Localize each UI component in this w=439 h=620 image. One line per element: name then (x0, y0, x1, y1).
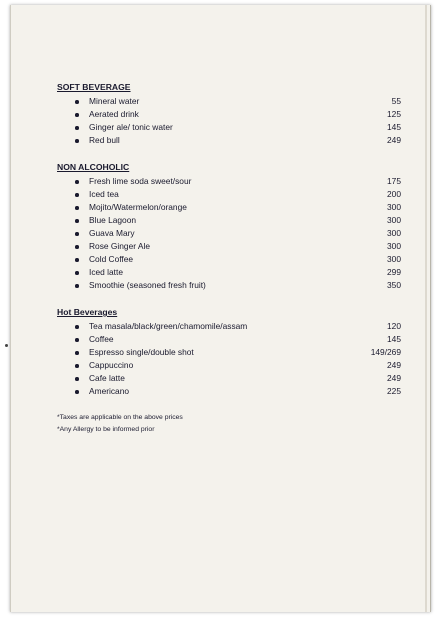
item-price: 175 (387, 176, 401, 186)
bullet-icon (75, 232, 79, 236)
item-price: 300 (387, 228, 401, 238)
bullet-icon (75, 113, 79, 117)
menu-content (57, 81, 401, 435)
item-name: Iced tea (89, 189, 119, 199)
item-name: Red bull (89, 135, 120, 145)
item-price: 249 (387, 373, 401, 383)
menu-item (57, 372, 401, 385)
bullet-icon (75, 219, 79, 223)
item-name: Mojito/Watermelon/orange (89, 202, 187, 212)
menu-item (57, 266, 401, 279)
menu-item (57, 175, 401, 188)
menu-page (10, 5, 431, 612)
item-name: Coffee (89, 334, 114, 344)
bullet-icon (75, 390, 79, 394)
item-price: 225 (387, 386, 401, 396)
item-name: Tea masala/black/green/chamomile/assam (89, 321, 248, 331)
item-name: Rose Ginger Ale (89, 241, 150, 251)
bullet-icon (75, 258, 79, 262)
menu-section-hot-beverages (57, 306, 401, 398)
section-title: Hot Beverages (57, 307, 118, 317)
menu-item (57, 201, 401, 214)
item-name: Americano (89, 386, 130, 396)
item-price: 249 (387, 360, 401, 370)
menu-item (57, 385, 401, 398)
item-price: 300 (387, 215, 401, 225)
item-price: 350 (387, 280, 401, 290)
menu-item (57, 134, 401, 147)
menu-item (57, 320, 401, 333)
item-price: 125 (387, 109, 401, 119)
item-name: Cafe latte (89, 373, 125, 383)
menu-item (57, 359, 401, 372)
item-name: Iced latte (89, 267, 123, 277)
item-name: Blue Lagoon (89, 215, 137, 225)
item-price: 200 (387, 189, 401, 199)
section-title: SOFT BEVERAGE (57, 82, 131, 92)
allergy-note: *Any Allergy to be informed prior (57, 425, 155, 433)
item-name: Aerated drink (89, 109, 139, 119)
bullet-icon (75, 377, 79, 381)
menu-item (57, 108, 401, 121)
bullet-icon (75, 245, 79, 249)
menu-section-non-alcoholic (57, 161, 401, 292)
item-name: Mineral water (89, 96, 140, 106)
bullet-icon (75, 351, 79, 355)
item-price: 149/269 (370, 347, 401, 357)
item-price: 145 (387, 334, 401, 344)
item-price: 145 (387, 122, 401, 132)
menu-item (57, 188, 401, 201)
item-name: Cappuccino (89, 360, 134, 370)
item-price: 299 (387, 267, 401, 277)
bullet-icon (75, 193, 79, 197)
item-name: Ginger ale/ tonic water (89, 122, 173, 132)
menu-item (57, 333, 401, 346)
menu-item (57, 121, 401, 134)
menu-item (57, 214, 401, 227)
item-price: 249 (387, 135, 401, 145)
bullet-icon (75, 139, 79, 143)
bullet-icon (75, 284, 79, 288)
bullet-icon (75, 206, 79, 210)
item-price: 120 (387, 321, 401, 331)
bullet-icon (75, 126, 79, 130)
menu-item (57, 95, 401, 108)
tax-note: *Taxes are applicable on the above prices (57, 414, 183, 421)
menu-section-soft-beverage (57, 81, 401, 147)
item-price: 55 (391, 96, 401, 106)
bullet-icon (75, 338, 79, 342)
menu-item (57, 279, 401, 292)
binding-hole (5, 344, 8, 347)
item-price: 300 (387, 202, 401, 212)
item-name: Guava Mary (89, 228, 135, 238)
item-name: Fresh lime soda sweet/sour (89, 176, 192, 186)
section-title: NON ALCOHOLIC (57, 162, 130, 172)
menu-item (57, 240, 401, 253)
menu-item (57, 253, 401, 266)
bullet-icon (75, 364, 79, 368)
bullet-icon (75, 180, 79, 184)
bullet-icon (75, 271, 79, 275)
menu-item (57, 346, 401, 359)
bullet-icon (75, 325, 79, 329)
item-name: Espresso single/double shot (89, 347, 194, 357)
item-name: Smoothie (seasoned fresh fruit) (89, 280, 206, 290)
item-price: 300 (387, 254, 401, 264)
item-price: 300 (387, 241, 401, 251)
item-name: Cold Coffee (89, 254, 134, 264)
bullet-icon (75, 100, 79, 104)
menu-item (57, 227, 401, 240)
menu-notes (57, 412, 401, 435)
